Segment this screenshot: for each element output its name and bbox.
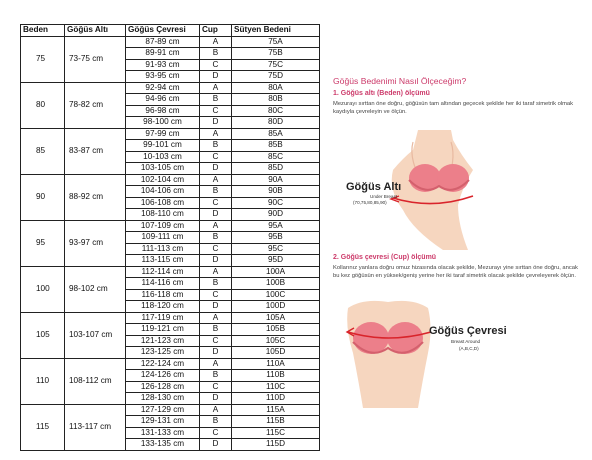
cup-cell: D: [200, 347, 232, 359]
table-row: [21, 128, 320, 140]
step2-heading: 2. Göğüs çevresi (Cup) ölçümü: [333, 254, 437, 261]
header-cup: Cup: [200, 25, 232, 37]
gogus-cevresi-cell: 122-124 cm: [126, 358, 200, 370]
gogus-cevresi-cell: 133-135 cm: [126, 439, 200, 451]
beden-cell: 80: [21, 82, 65, 128]
gogus-cevresi-cell: 97-99 cm: [126, 128, 200, 140]
gogus-cevresi-cell: 106-108 cm: [126, 197, 200, 209]
beden-cell: 110: [21, 358, 65, 404]
breast-around-figure: [333, 298, 533, 408]
sutyen-bedeni-cell: 75A: [232, 36, 320, 48]
step2-text: Kollarınız yanlara doğru omuz hizasında olacak şekilde, Mezurayı yine sırttan öne doğru, ancak bu kez göğüsün en yüksek/geniş yerine her iki taraf simetrik olacak şekilde çevreleyerek ölçün.: [333, 265, 578, 279]
cup-cell: C: [200, 289, 232, 301]
cup-cell: D: [200, 439, 232, 451]
sutyen-bedeni-cell: 105A: [232, 312, 320, 324]
sutyen-bedeni-cell: 95D: [232, 255, 320, 267]
bra-torso-breast-around-icon: [333, 298, 443, 408]
cup-cell: C: [200, 151, 232, 163]
gogus-cevresi-cell: 124-126 cm: [126, 370, 200, 382]
sutyen-bedeni-cell: 100D: [232, 301, 320, 313]
table-row: [21, 82, 320, 94]
sutyen-bedeni-cell: 80D: [232, 117, 320, 129]
gogus-cevresi-cell: 102-104 cm: [126, 174, 200, 186]
gogus-cevresi-cell: 123-125 cm: [126, 347, 200, 359]
gogus-cevresi-cell: 118-120 cm: [126, 301, 200, 313]
gogus-cevresi-cell: 113-115 cm: [126, 255, 200, 267]
beden-cell: 75: [21, 36, 65, 82]
gogus-cevresi-cell: 116-118 cm: [126, 289, 200, 301]
cup-cell: D: [200, 117, 232, 129]
sutyen-bedeni-cell: 110C: [232, 381, 320, 393]
cup-cell: C: [200, 197, 232, 209]
cup-cell: B: [200, 370, 232, 382]
sutyen-bedeni-cell: 80B: [232, 94, 320, 106]
sutyen-bedeni-cell: 90B: [232, 186, 320, 198]
table-row: [21, 220, 320, 232]
sutyen-bedeni-cell: 95C: [232, 243, 320, 255]
gogus-cevresi-cell: 107-109 cm: [126, 220, 200, 232]
beden-cell: 115: [21, 404, 65, 450]
sutyen-bedeni-cell: 105C: [232, 335, 320, 347]
figure1-sizes: (70,75,80,85,90): [353, 200, 387, 205]
figure2-sub: Breast Around: [451, 339, 481, 344]
sutyen-bedeni-cell: 90D: [232, 209, 320, 221]
cup-cell: D: [200, 393, 232, 405]
sutyen-bedeni-cell: 115D: [232, 439, 320, 451]
cup-cell: D: [200, 163, 232, 175]
sutyen-bedeni-cell: 100A: [232, 266, 320, 278]
cup-cell: A: [200, 36, 232, 48]
sutyen-bedeni-cell: 115B: [232, 416, 320, 428]
gogus-alti-cell: 78-82 cm: [65, 82, 126, 128]
cup-cell: C: [200, 59, 232, 71]
cup-cell: A: [200, 220, 232, 232]
table-header-row: [21, 25, 320, 37]
sutyen-bedeni-cell: 75C: [232, 59, 320, 71]
cup-cell: A: [200, 404, 232, 416]
gogus-alti-cell: 108-112 cm: [65, 358, 126, 404]
sutyen-bedeni-cell: 75D: [232, 71, 320, 83]
cup-cell: A: [200, 174, 232, 186]
cup-cell: D: [200, 209, 232, 221]
cup-cell: A: [200, 312, 232, 324]
gogus-alti-cell: 93-97 cm: [65, 220, 126, 266]
size-table: [20, 24, 320, 451]
gogus-cevresi-cell: 111-113 cm: [126, 243, 200, 255]
sutyen-bedeni-cell: 115A: [232, 404, 320, 416]
sutyen-bedeni-cell: 85D: [232, 163, 320, 175]
figure2-sizes: (A,B,C,D): [459, 346, 479, 351]
table-row: [21, 266, 320, 278]
gogus-alti-cell: 88-92 cm: [65, 174, 126, 220]
cup-cell: C: [200, 105, 232, 117]
table-row: [21, 358, 320, 370]
sutyen-bedeni-cell: 110A: [232, 358, 320, 370]
sutyen-bedeni-cell: 90A: [232, 174, 320, 186]
sutyen-bedeni-cell: 110D: [232, 393, 320, 405]
cup-cell: A: [200, 82, 232, 94]
header-beden: Beden: [21, 25, 65, 37]
gogus-cevresi-cell: 117-119 cm: [126, 312, 200, 324]
gogus-cevresi-cell: 126-128 cm: [126, 381, 200, 393]
step1-text: Mezurayı sırttan öne doğru, göğüsün tam altından geçecek şekilde her iki taraf simetrik olmak kaydıyla çevreleyin ve ölçün.: [333, 101, 574, 115]
table-row: [21, 36, 320, 48]
figure1-sub: Under Breast: [370, 194, 398, 199]
cup-cell: C: [200, 243, 232, 255]
gogus-cevresi-cell: 119-121 cm: [126, 324, 200, 336]
gogus-cevresi-cell: 109-111 cm: [126, 232, 200, 244]
gogus-cevresi-cell: 99-101 cm: [126, 140, 200, 152]
header-gogus-alti: Göğüs Altı: [65, 25, 126, 37]
sutyen-bedeni-cell: 85A: [232, 128, 320, 140]
gogus-cevresi-cell: 104-106 cm: [126, 186, 200, 198]
gogus-cevresi-cell: 127-129 cm: [126, 404, 200, 416]
cup-cell: B: [200, 232, 232, 244]
cup-cell: A: [200, 266, 232, 278]
gogus-alti-cell: 98-102 cm: [65, 266, 126, 312]
gogus-cevresi-cell: 108-110 cm: [126, 209, 200, 221]
gogus-cevresi-cell: 10-103 cm: [126, 151, 200, 163]
cup-cell: B: [200, 278, 232, 290]
beden-cell: 95: [21, 220, 65, 266]
sutyen-bedeni-cell: 75B: [232, 48, 320, 60]
header-gogus-cevresi: Göğüs Çevresi: [126, 25, 200, 37]
sutyen-bedeni-cell: 100B: [232, 278, 320, 290]
under-breast-figure: [333, 130, 503, 250]
sutyen-bedeni-cell: 110B: [232, 370, 320, 382]
sutyen-bedeni-cell: 95A: [232, 220, 320, 232]
sutyen-bedeni-cell: 80A: [232, 82, 320, 94]
figure2-label: Göğüs Çevresi: [429, 325, 507, 337]
cup-cell: B: [200, 48, 232, 60]
gogus-cevresi-cell: 114-116 cm: [126, 278, 200, 290]
cup-cell: D: [200, 71, 232, 83]
gogus-cevresi-cell: 89-91 cm: [126, 48, 200, 60]
sutyen-bedeni-cell: 85C: [232, 151, 320, 163]
gogus-cevresi-cell: 129-131 cm: [126, 416, 200, 428]
cup-cell: B: [200, 140, 232, 152]
gogus-cevresi-cell: 103-105 cm: [126, 163, 200, 175]
cup-cell: B: [200, 94, 232, 106]
sutyen-bedeni-cell: 90C: [232, 197, 320, 209]
header-sutyen-bedeni: Sütyen Bedeni: [232, 25, 320, 37]
table-row: [21, 404, 320, 416]
gogus-alti-cell: 73-75 cm: [65, 36, 126, 82]
beden-cell: 85: [21, 128, 65, 174]
gogus-cevresi-cell: 94-96 cm: [126, 94, 200, 106]
sutyen-bedeni-cell: 115C: [232, 427, 320, 439]
gogus-cevresi-cell: 92-94 cm: [126, 82, 200, 94]
gogus-cevresi-cell: 87-89 cm: [126, 36, 200, 48]
gogus-cevresi-cell: 98-100 cm: [126, 117, 200, 129]
cup-cell: D: [200, 301, 232, 313]
gogus-cevresi-cell: 91-93 cm: [126, 59, 200, 71]
gogus-cevresi-cell: 128-130 cm: [126, 393, 200, 405]
table-row: [21, 174, 320, 186]
guide-title: Göğüs Bedenimi Nasıl Ölçeceğim?: [333, 76, 467, 86]
figure1-label: Göğüs Altı: [346, 181, 402, 193]
cup-cell: C: [200, 335, 232, 347]
cup-cell: B: [200, 416, 232, 428]
table-body: [21, 36, 320, 450]
cup-cell: B: [200, 324, 232, 336]
cup-cell: A: [200, 128, 232, 140]
cup-cell: A: [200, 358, 232, 370]
sutyen-bedeni-cell: 100C: [232, 289, 320, 301]
cup-cell: D: [200, 255, 232, 267]
gogus-cevresi-cell: 112-114 cm: [126, 266, 200, 278]
sutyen-bedeni-cell: 85B: [232, 140, 320, 152]
cup-cell: C: [200, 381, 232, 393]
cup-cell: C: [200, 427, 232, 439]
sutyen-bedeni-cell: 95B: [232, 232, 320, 244]
gogus-alti-cell: 113-117 cm: [65, 404, 126, 450]
cup-cell: B: [200, 186, 232, 198]
sutyen-bedeni-cell: 105B: [232, 324, 320, 336]
beden-cell: 90: [21, 174, 65, 220]
gogus-cevresi-cell: 121-123 cm: [126, 335, 200, 347]
sutyen-bedeni-cell: 105D: [232, 347, 320, 359]
gogus-alti-cell: 103-107 cm: [65, 312, 126, 358]
gogus-cevresi-cell: 93-95 cm: [126, 71, 200, 83]
gogus-alti-cell: 83-87 cm: [65, 128, 126, 174]
gogus-cevresi-cell: 131-133 cm: [126, 427, 200, 439]
beden-cell: 105: [21, 312, 65, 358]
beden-cell: 100: [21, 266, 65, 312]
sutyen-bedeni-cell: 80C: [232, 105, 320, 117]
table-row: [21, 312, 320, 324]
step1-heading: 1. Göğüs altı (Beden) ölçümü: [333, 90, 430, 97]
gogus-cevresi-cell: 96-98 cm: [126, 105, 200, 117]
